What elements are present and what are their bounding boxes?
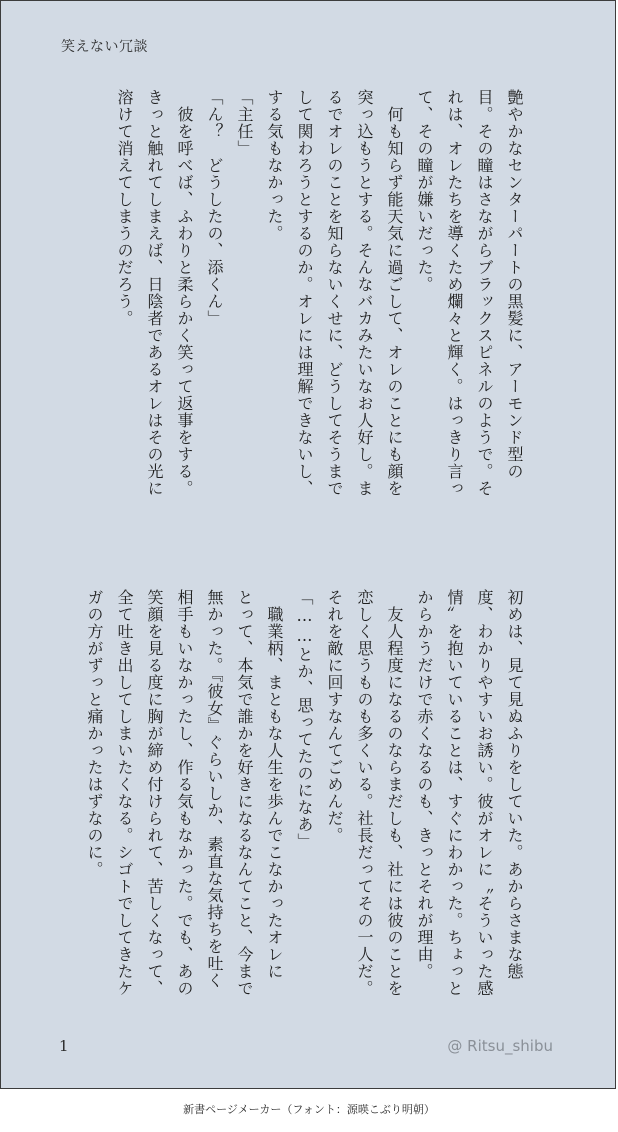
generator-caption: 新書ページメーカー（フォント：源暎こぶり明朝） [183,1103,435,1116]
text-line: 恋しく思うものも多くいる。社長だってその一人だ。 [355,589,374,997]
text-line: 度、わかりやすいお誘い。彼がオレに〝そういった感 [475,589,494,997]
text-line: 職業柄、まともな人生を歩んでこなかったオレに [265,589,284,980]
page-title: 笑えない冗談 [61,39,148,55]
text-line: て、その瞳が嫌いだった。 [415,89,434,293]
text-line: 全て吐き出してしまいたくなる。シゴトでしてきたケ [115,589,134,997]
page-number: 1 [59,1037,69,1055]
text-line: 「主任」 [235,89,254,157]
text-line: 無かった。『彼女』ぐらいしか、素直な気持ちを吐く [205,589,224,989]
text-line: する気もなかった。 [265,89,284,242]
text-line: 初めは、見て見ぬふりをしていた。あからさまな態 [505,589,524,980]
text-line: とって、本気で誰かを好きになるなんてこと、今まで [235,589,254,997]
text-line: 友人程度になるのならまだしも、社には彼のことを [385,589,404,997]
text-line: きっと触れてしまえば、日陰者であるオレはその光に [145,89,164,497]
text-line: 目。その瞳はさながらブラックスピネルのようで。そ [475,89,494,497]
text-line: ガの方がずっと痛かったはずなのに。 [85,589,104,878]
text-line: るでオレのことを知らないくせに、どうしてそうまで [325,89,344,497]
text-line: 相手もいなかったし、作る気もなかった。でも、あの [175,589,194,997]
text-line: 溶けて消えてしまうのだろう。 [115,89,134,327]
text-line: からかうだけで赤くなるのも、きっとそれが理由。 [415,589,434,980]
text-line: 突っ込もうとする。そんなバカみたいなお人好し。ま [355,89,374,497]
text-line: 「ん？ どうしたの、添くん」 [205,89,224,327]
author-credit: @ Ritsu_shibu [447,1037,553,1055]
text-line: 艶やかなセンターパートの黒髪に、アーモンド型の [505,89,524,480]
text-line: 情〟を抱いていることは、すぐにわかった。ちょっと [445,589,464,997]
text-line: 「……とか、思ってたのになあ」 [295,589,314,850]
text-line: して関わろうとするのか。オレには理解できないし、 [295,89,314,497]
text-block-top [109,89,529,539]
text-line: 笑顔を見る度に胸が締め付けられて、苦しくなって、 [145,589,164,997]
text-block-bottom [79,589,529,1009]
text-line: 何も知らず能天気に過ごして、オレのことにも顔を [385,89,404,497]
text-line: 彼を呼べば、ふわりと柔らかく笑って返事をする。 [175,89,194,497]
text-line: れは、オレたちを導くため爛々と輝く。はっきり言っ [445,89,464,497]
text-line: それを敵に回すなんてごめんだ。 [325,589,344,844]
